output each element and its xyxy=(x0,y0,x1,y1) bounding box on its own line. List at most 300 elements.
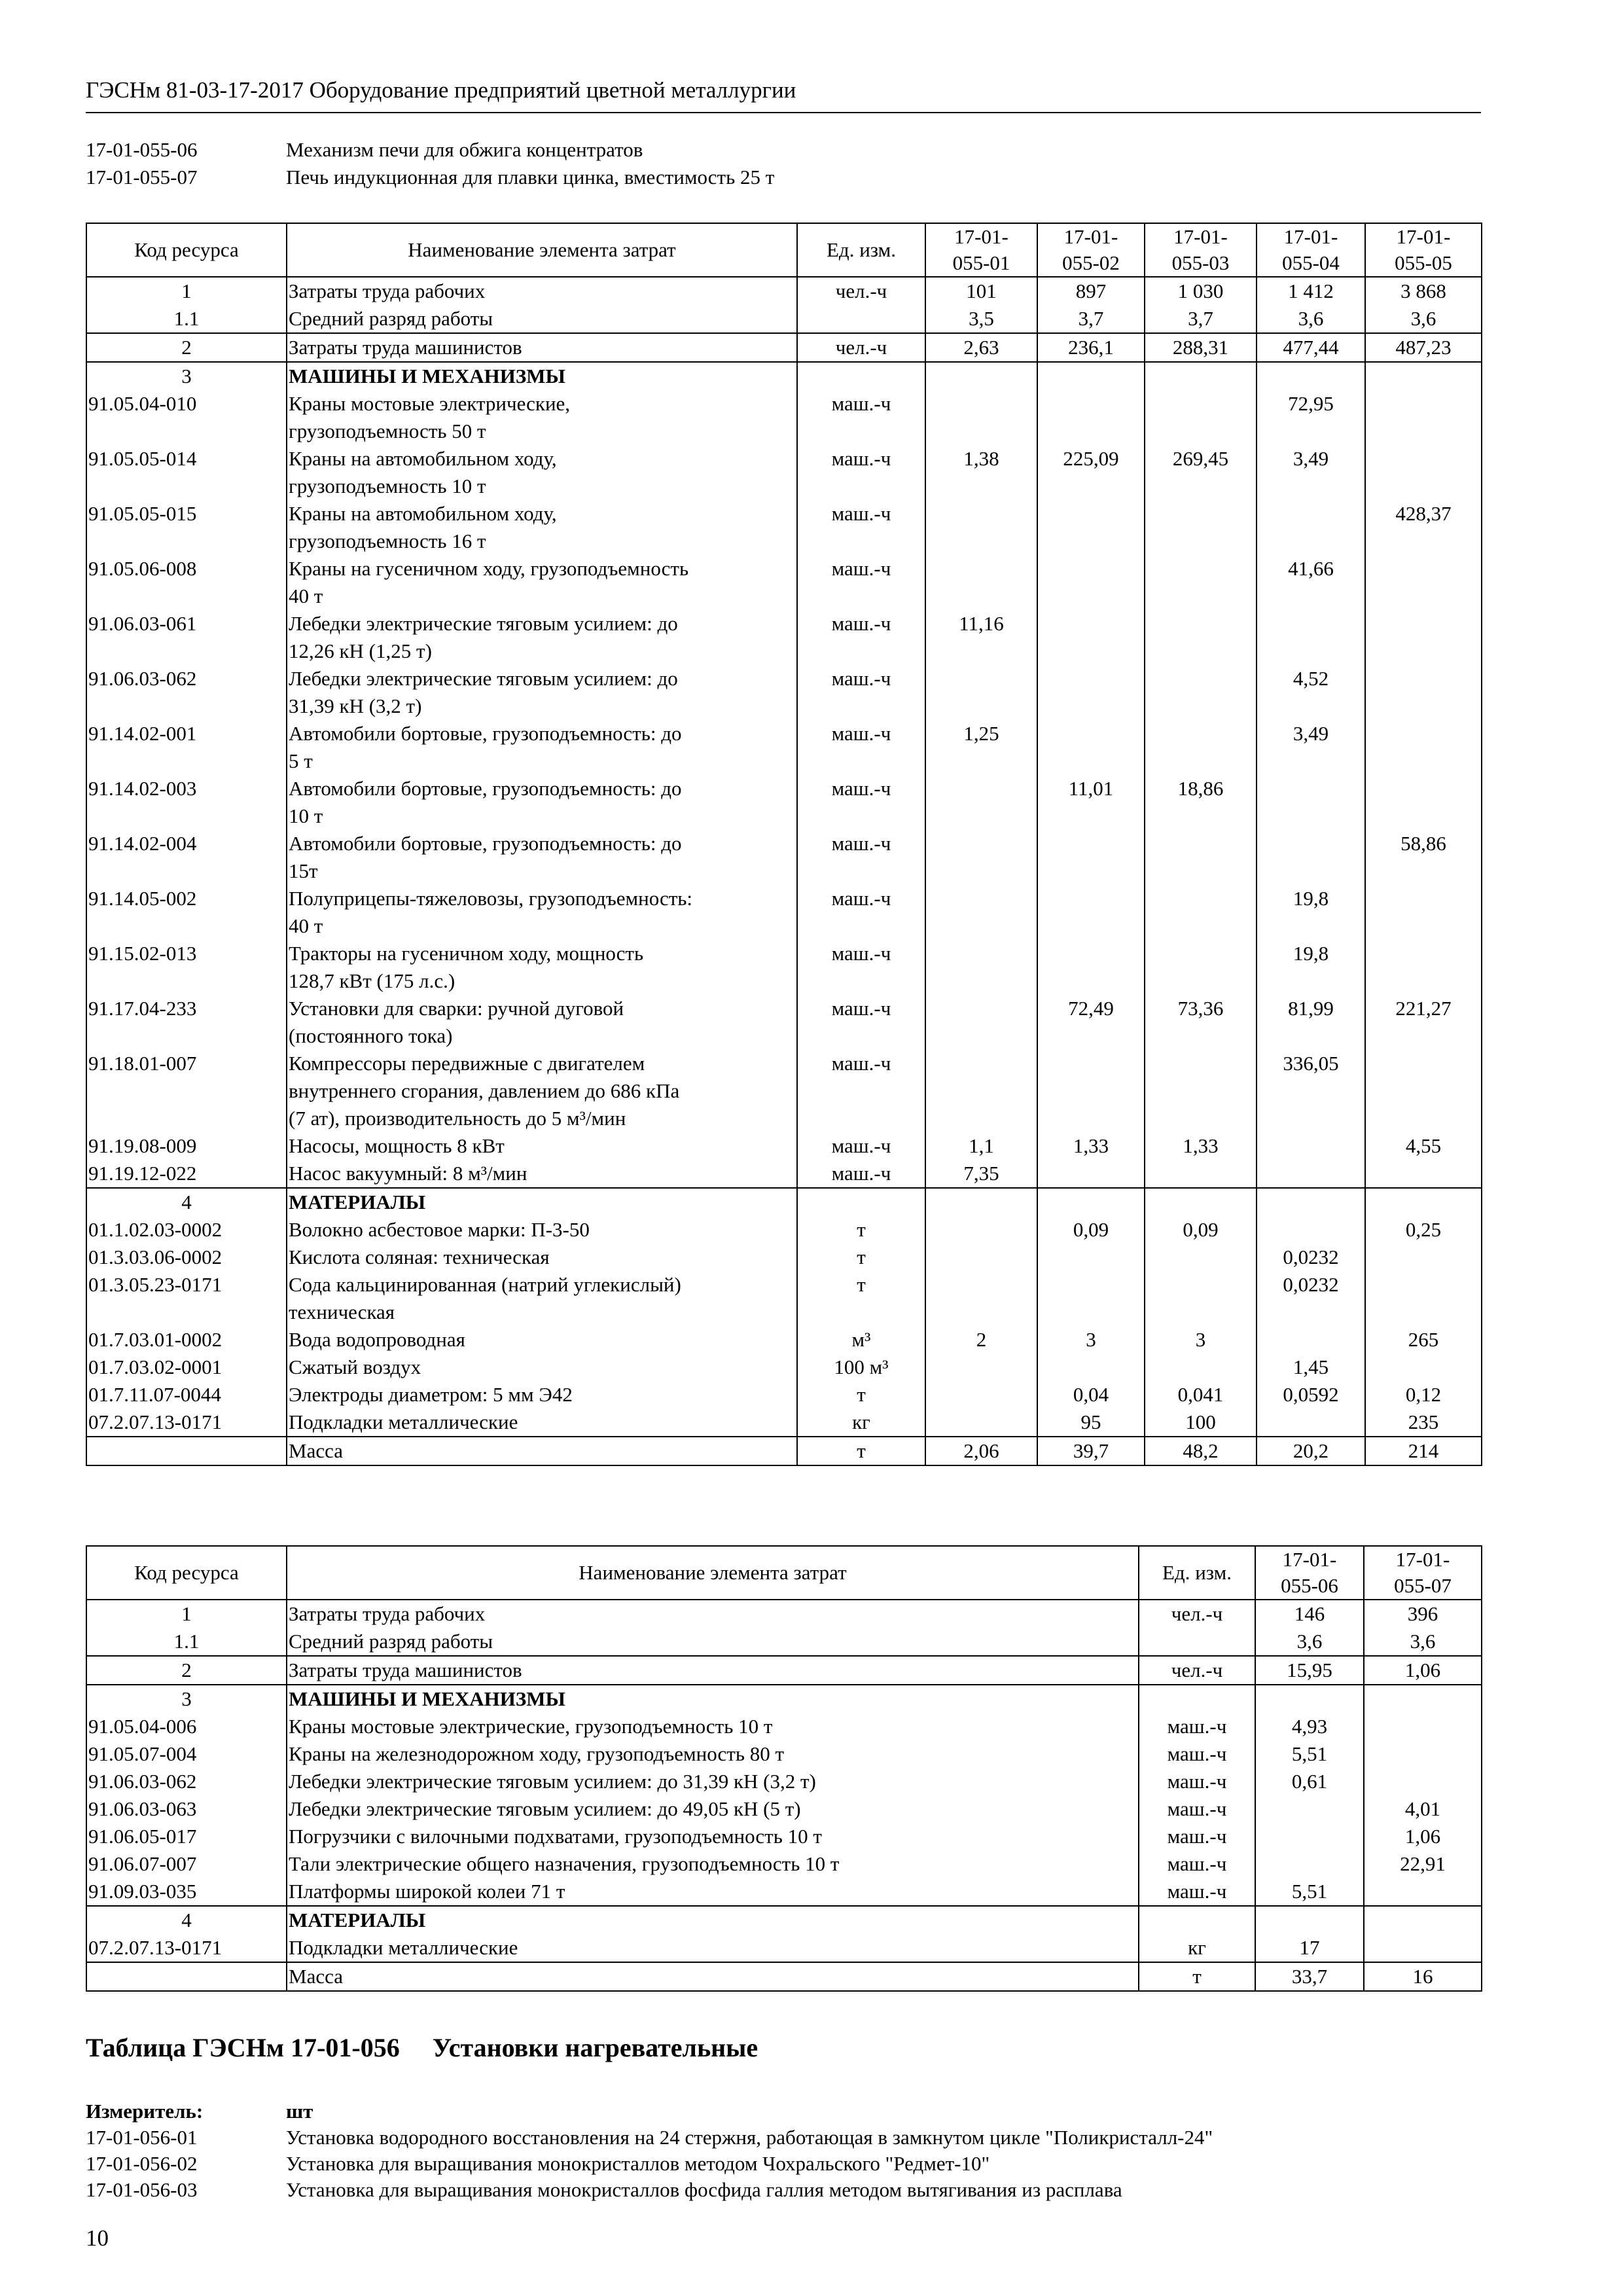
resource-unit: маш.-ч xyxy=(797,500,925,555)
table-row xyxy=(86,1768,1482,1795)
header-column xyxy=(1255,1546,1364,1600)
resource-value: 0,61 xyxy=(1255,1768,1364,1795)
resource-name-line: Краны на автомобильном ходу, xyxy=(289,502,557,525)
resource-value xyxy=(1145,362,1257,390)
resource-unit: м³ xyxy=(797,1326,925,1354)
resource-value: 288,31 xyxy=(1145,333,1257,362)
resource-unit: т xyxy=(797,1271,925,1326)
resource-name xyxy=(287,775,797,830)
table-row xyxy=(86,1878,1482,1906)
resource-name xyxy=(287,940,797,995)
resource-value: 0,0592 xyxy=(1257,1381,1365,1408)
resource-name-line: грузоподъемность 16 т xyxy=(289,529,486,552)
resource-value xyxy=(1037,1050,1145,1132)
measure-block xyxy=(86,2098,1213,2203)
resource-value xyxy=(1365,445,1482,500)
resource-code: 1 xyxy=(86,277,287,305)
resource-name: Подкладки металлические xyxy=(287,1408,797,1437)
intro-item xyxy=(86,164,1525,191)
table-row xyxy=(86,1656,1482,1685)
resource-value xyxy=(1145,610,1257,665)
resource-name-line: Компрессоры передвижные с двигателем xyxy=(289,1052,645,1075)
resource-name-line: Краны на автомобильном ходу, xyxy=(289,447,557,470)
header-column-line2: 055-04 xyxy=(1282,251,1340,274)
header-column-line1: 17-01- xyxy=(1282,1548,1337,1571)
resource-name: Платформы широкой колеи 71 т xyxy=(287,1878,1139,1906)
resource-code: 91.06.03-063 xyxy=(86,1795,287,1823)
resource-unit: чел.-ч xyxy=(797,277,925,305)
resource-unit: маш.-ч xyxy=(1139,1740,1255,1768)
table-header-row xyxy=(86,1546,1482,1600)
table-row xyxy=(86,555,1482,610)
resource-value: 1 412 xyxy=(1257,277,1365,305)
resource-unit: т xyxy=(1139,1962,1255,1991)
resource-value xyxy=(1365,1271,1482,1326)
resource-name xyxy=(287,610,797,665)
resource-value xyxy=(1365,1160,1482,1188)
resource-value: 4,52 xyxy=(1257,665,1365,720)
resource-name xyxy=(287,665,797,720)
resource-unit: маш.-ч xyxy=(797,995,925,1050)
table-row xyxy=(86,1934,1482,1962)
resource-code: 01.3.05.23-0171 xyxy=(86,1271,287,1326)
resource-unit: маш.-ч xyxy=(797,555,925,610)
resource-code: 91.14.02-004 xyxy=(86,830,287,885)
resource-value xyxy=(1365,720,1482,775)
table-row xyxy=(86,1740,1482,1768)
resource-value: 3,6 xyxy=(1255,1628,1364,1656)
table-header-row xyxy=(86,223,1482,277)
resource-value: 7,35 xyxy=(925,1160,1037,1188)
resource-code: 2 xyxy=(86,1656,287,1685)
resource-unit xyxy=(1139,1628,1255,1656)
resource-value: 1,06 xyxy=(1364,1823,1482,1850)
intro-text: Печь индукционная для плавки цинка, вместимость 25 т xyxy=(286,166,775,188)
resource-code: 01.7.03.02-0001 xyxy=(86,1354,287,1381)
resource-name-line: Автомобили бортовые, грузоподъемность: до xyxy=(289,722,682,745)
page-number: 10 xyxy=(86,2225,109,2251)
item-text: Установка водородного восстановления на 24 стержня, работающая в замкнутом цикле "Поликристалл-24" xyxy=(286,2126,1213,2149)
resource-value: 11,01 xyxy=(1037,775,1145,830)
resource-unit: кг xyxy=(797,1408,925,1437)
resource-value: 0,0232 xyxy=(1257,1244,1365,1271)
resource-value: 221,27 xyxy=(1365,995,1482,1050)
resource-table-1 xyxy=(86,223,1482,1466)
header-column-line1: 17-01- xyxy=(1396,225,1451,248)
resource-unit: т xyxy=(797,1216,925,1244)
resource-value xyxy=(1257,1188,1365,1216)
resource-value xyxy=(1037,555,1145,610)
table-row xyxy=(86,277,1482,305)
resource-value xyxy=(1145,1354,1257,1381)
resource-code: 91.15.02-013 xyxy=(86,940,287,995)
resource-value xyxy=(1037,610,1145,665)
resource-value xyxy=(1037,720,1145,775)
resource-value xyxy=(1037,940,1145,995)
resource-code: 91.06.03-062 xyxy=(86,665,287,720)
resource-unit xyxy=(1139,1906,1255,1934)
resource-unit: маш.-ч xyxy=(1139,1850,1255,1878)
table-row xyxy=(86,720,1482,775)
resource-value xyxy=(1365,390,1482,445)
resource-value xyxy=(1255,1685,1364,1713)
resource-value xyxy=(925,1050,1037,1132)
resource-code: 91.18.01-007 xyxy=(86,1050,287,1132)
resource-value: 146 xyxy=(1255,1600,1364,1628)
resource-value: 48,2 xyxy=(1145,1437,1257,1465)
resource-name: Подкладки металлические xyxy=(287,1934,1139,1962)
resource-unit: кг xyxy=(1139,1934,1255,1962)
resource-value: 3,6 xyxy=(1365,305,1482,333)
resource-unit: чел.-ч xyxy=(1139,1600,1255,1628)
resource-value: 1,25 xyxy=(925,720,1037,775)
resource-value xyxy=(1365,362,1482,390)
resource-value: 72,95 xyxy=(1257,390,1365,445)
resource-name: МАШИНЫ И МЕХАНИЗМЫ xyxy=(287,362,797,390)
table-row xyxy=(86,1795,1482,1823)
resource-value: 3,7 xyxy=(1145,305,1257,333)
resource-value: 3,49 xyxy=(1257,445,1365,500)
resource-value xyxy=(1037,500,1145,555)
resource-name: Волокно асбестовое марки: П-3-50 xyxy=(287,1216,797,1244)
resource-value xyxy=(1037,1188,1145,1216)
resource-value: 19,8 xyxy=(1257,940,1365,995)
resource-value: 73,36 xyxy=(1145,995,1257,1050)
resource-name-line: 15т xyxy=(289,859,318,882)
resource-name-line: 31,39 кН (3,2 т) xyxy=(289,694,422,717)
resource-code: 91.06.03-062 xyxy=(86,1768,287,1795)
resource-value xyxy=(925,940,1037,995)
resource-unit: маш.-ч xyxy=(797,665,925,720)
resource-value: 2,06 xyxy=(925,1437,1037,1465)
resource-value xyxy=(1255,1823,1364,1850)
resource-value xyxy=(1255,1850,1364,1878)
header-column xyxy=(1037,223,1145,277)
header-unit: Ед. изм. xyxy=(1139,1546,1255,1600)
resource-code: 91.14.02-001 xyxy=(86,720,287,775)
resource-value xyxy=(1037,885,1145,940)
header-column-line1: 17-01- xyxy=(1395,1548,1450,1571)
resource-value: 16 xyxy=(1364,1962,1482,1991)
table-row xyxy=(86,885,1482,940)
resource-code: 91.17.04-233 xyxy=(86,995,287,1050)
resource-value: 5,51 xyxy=(1255,1878,1364,1906)
resource-name xyxy=(287,1050,797,1132)
header-column-line1: 17-01- xyxy=(954,225,1008,248)
resource-unit: т xyxy=(797,1381,925,1408)
table-row xyxy=(86,1050,1482,1132)
resource-unit: маш.-ч xyxy=(1139,1768,1255,1795)
mass-row xyxy=(86,1437,1482,1465)
resource-value: 4,55 xyxy=(1365,1132,1482,1160)
resource-unit: маш.-ч xyxy=(797,775,925,830)
header-unit: Ед. изм. xyxy=(797,223,925,277)
resource-value xyxy=(1145,500,1257,555)
table-title xyxy=(86,2032,758,2063)
resource-name: Вода водопроводная xyxy=(287,1326,797,1354)
resource-value: 897 xyxy=(1037,277,1145,305)
resource-value xyxy=(1037,1354,1145,1381)
resource-value: 101 xyxy=(925,277,1037,305)
resource-value xyxy=(1145,830,1257,885)
resource-code: 01.3.03.06-0002 xyxy=(86,1244,287,1271)
resource-value: 396 xyxy=(1364,1600,1482,1628)
header-column xyxy=(1257,223,1365,277)
resource-value xyxy=(925,555,1037,610)
resource-value: 22,91 xyxy=(1364,1850,1482,1878)
resource-value xyxy=(1365,1244,1482,1271)
table-row xyxy=(86,1823,1482,1850)
resource-unit: маш.-ч xyxy=(797,830,925,885)
resource-value: 58,86 xyxy=(1365,830,1482,885)
resource-value xyxy=(1365,775,1482,830)
resource-value: 5,51 xyxy=(1255,1740,1364,1768)
resource-code: 91.05.04-010 xyxy=(86,390,287,445)
item-code: 17-01-056-03 xyxy=(86,2178,198,2201)
resource-value xyxy=(925,830,1037,885)
table-row xyxy=(86,1408,1482,1437)
resource-value xyxy=(1365,1050,1482,1132)
resource-code: 3 xyxy=(86,1685,287,1713)
resource-value: 487,23 xyxy=(1365,333,1482,362)
item-code: 17-01-056-01 xyxy=(86,2126,198,2149)
resource-name: МАТЕРИАЛЫ xyxy=(287,1188,797,1216)
table-row xyxy=(86,610,1482,665)
measure-value: шт xyxy=(286,2100,313,2123)
intro-text: Механизм печи для обжига концентратов xyxy=(286,138,643,161)
resource-code: 91.06.07-007 xyxy=(86,1850,287,1878)
header-column-line1: 17-01- xyxy=(1173,225,1228,248)
page-header xyxy=(86,74,1481,113)
resource-name: МАШИНЫ И МЕХАНИЗМЫ xyxy=(287,1685,1139,1713)
header-column-line2: 055-06 xyxy=(1281,1574,1338,1597)
resource-name: Лебедки электрические тяговым усилием: до 49,05 кН (5 т) xyxy=(287,1795,1139,1823)
resource-name: Затраты труда машинистов xyxy=(287,1656,1139,1685)
table-row xyxy=(86,1600,1482,1628)
resource-value xyxy=(1364,1934,1482,1962)
resource-value: 1,38 xyxy=(925,445,1037,500)
table-row xyxy=(86,1326,1482,1354)
resource-code: 91.05.05-014 xyxy=(86,445,287,500)
header-column-line1: 17-01- xyxy=(1063,225,1118,248)
table-row xyxy=(86,390,1482,445)
resource-value: 1,33 xyxy=(1145,1132,1257,1160)
header-column-line2: 055-03 xyxy=(1171,251,1230,274)
resource-value: 0,041 xyxy=(1145,1381,1257,1408)
table-row xyxy=(86,830,1482,885)
resource-unit xyxy=(797,1188,925,1216)
resource-name-line: 40 т xyxy=(289,914,323,937)
resource-name: Электроды диаметром: 5 мм Э42 xyxy=(287,1381,797,1408)
resource-value xyxy=(1365,1354,1482,1381)
resource-value: 1,06 xyxy=(1364,1656,1482,1685)
resource-name xyxy=(287,1271,797,1326)
resource-name xyxy=(287,500,797,555)
resource-unit: маш.-ч xyxy=(797,885,925,940)
table-row xyxy=(86,333,1482,362)
resource-name-line: Автомобили бортовые, грузоподъемность: до xyxy=(289,832,682,855)
table-row xyxy=(86,1381,1482,1408)
resource-value xyxy=(1364,1685,1482,1713)
resource-name-line: Лебедки электрические тяговым усилием: до xyxy=(289,667,678,690)
resource-name-line: (постоянного тока) xyxy=(289,1024,453,1047)
resource-unit: маш.-ч xyxy=(797,610,925,665)
resource-unit: маш.-ч xyxy=(1139,1823,1255,1850)
resource-code: 91.05.05-015 xyxy=(86,500,287,555)
resource-code: 07.2.07.13-0171 xyxy=(86,1408,287,1437)
resource-value: 15,95 xyxy=(1255,1656,1364,1685)
resource-value: 3,5 xyxy=(925,305,1037,333)
resource-name-line: Лебедки электрические тяговым усилием: до xyxy=(289,612,678,635)
resource-value xyxy=(1145,1188,1257,1216)
header-name: Наименование элемента затрат xyxy=(287,1546,1139,1600)
resource-name: Краны мостовые электрические, грузоподъемность 10 т xyxy=(287,1713,1139,1740)
table-title-name: Установки нагревательные xyxy=(432,2033,758,2062)
item-text: Установка для выращивания монокристаллов методом Чохральского "Редмет-10" xyxy=(286,2152,990,2175)
resource-code xyxy=(86,1437,287,1465)
header-column-line2: 055-02 xyxy=(1062,251,1120,274)
table-row xyxy=(86,445,1482,500)
header-column xyxy=(925,223,1037,277)
intro-list xyxy=(86,136,1525,191)
resource-code: 91.14.02-003 xyxy=(86,775,287,830)
resource-name-line: грузоподъемность 50 т xyxy=(289,420,486,442)
resource-unit: маш.-ч xyxy=(1139,1795,1255,1823)
intro-code: 17-01-055-07 xyxy=(86,166,198,188)
resource-code: 2 xyxy=(86,333,287,362)
resource-unit: маш.-ч xyxy=(797,940,925,995)
resource-name: Сжатый воздух xyxy=(287,1354,797,1381)
resource-name-line: (7 ат), производительность до 5 м³/мин xyxy=(289,1107,626,1130)
resource-value xyxy=(1145,720,1257,775)
resource-value xyxy=(1365,610,1482,665)
resource-name: Кислота соляная: техническая xyxy=(287,1244,797,1271)
table-row xyxy=(86,500,1482,555)
resource-value xyxy=(1145,1271,1257,1326)
resource-value: 4,01 xyxy=(1364,1795,1482,1823)
resource-value xyxy=(1257,610,1365,665)
resource-value xyxy=(1364,1768,1482,1795)
item-row xyxy=(86,2125,1213,2151)
resource-name: МАТЕРИАЛЫ xyxy=(287,1906,1139,1934)
resource-unit: чел.-ч xyxy=(1139,1656,1255,1685)
header-column xyxy=(1365,223,1482,277)
resource-code xyxy=(86,1962,287,1991)
resource-name xyxy=(287,555,797,610)
resource-name: Затраты труда рабочих xyxy=(287,1600,1139,1628)
resource-value xyxy=(925,775,1037,830)
resource-value xyxy=(1257,1132,1365,1160)
resource-value xyxy=(1145,1160,1257,1188)
resource-name-line: 40 т xyxy=(289,584,323,607)
resource-value xyxy=(1037,362,1145,390)
resource-code: 4 xyxy=(86,1188,287,1216)
resource-table-2 xyxy=(86,1545,1482,1992)
table-row xyxy=(86,1713,1482,1740)
resource-value: 2,63 xyxy=(925,333,1037,362)
resource-value: 81,99 xyxy=(1257,995,1365,1050)
item-text: Установка для выращивания монокристаллов фосфида галлия методом вытягивания из расплава xyxy=(286,2178,1122,2201)
resource-name: Насосы, мощность 8 кВт xyxy=(287,1132,797,1160)
resource-name: Погрузчики с вилочными подхватами, грузоподъемность 10 т xyxy=(287,1823,1139,1850)
item-row xyxy=(86,2177,1213,2203)
header-column-line1: 17-01- xyxy=(1283,225,1338,248)
resource-unit: маш.-ч xyxy=(797,1160,925,1188)
resource-code: 91.19.12-022 xyxy=(86,1160,287,1188)
resource-name: Средний разряд работы xyxy=(287,305,797,333)
resource-value xyxy=(1037,665,1145,720)
resource-value: 20,2 xyxy=(1257,1437,1365,1465)
resource-code: 01.7.03.01-0002 xyxy=(86,1326,287,1354)
resource-value xyxy=(925,1354,1037,1381)
measure-label: Измеритель: xyxy=(86,2100,204,2123)
resource-value: 4,93 xyxy=(1255,1713,1364,1740)
resource-value xyxy=(1145,665,1257,720)
header-column-line2: 055-05 xyxy=(1395,251,1452,274)
resource-value xyxy=(1257,1326,1365,1354)
header-code: Код ресурса xyxy=(86,1546,287,1600)
resource-name xyxy=(287,995,797,1050)
resource-value: 41,66 xyxy=(1257,555,1365,610)
resource-name-line: техническая xyxy=(289,1300,395,1323)
resource-value xyxy=(925,500,1037,555)
table-row xyxy=(86,362,1482,390)
resource-name xyxy=(287,720,797,775)
table-row xyxy=(86,305,1482,333)
table-row xyxy=(86,1354,1482,1381)
resource-value: 19,8 xyxy=(1257,885,1365,940)
intro-code: 17-01-055-06 xyxy=(86,138,198,161)
resource-code: 91.05.07-004 xyxy=(86,1740,287,1768)
resource-name-line: грузоподъемность 10 т xyxy=(289,475,486,497)
resource-name-line: 10 т xyxy=(289,804,323,827)
resource-value: 3,7 xyxy=(1037,305,1145,333)
resource-code: 07.2.07.13-0171 xyxy=(86,1934,287,1962)
resource-code: 91.09.03-035 xyxy=(86,1878,287,1906)
resource-unit: т xyxy=(797,1244,925,1271)
resource-value: 17 xyxy=(1255,1934,1364,1962)
resource-value xyxy=(925,665,1037,720)
resource-value xyxy=(1365,940,1482,995)
resource-code: 91.14.05-002 xyxy=(86,885,287,940)
resource-code: 91.19.08-009 xyxy=(86,1132,287,1160)
resource-code: 91.06.05-017 xyxy=(86,1823,287,1850)
resource-name-line: Краны мостовые электрические, xyxy=(289,392,571,415)
resource-value xyxy=(1257,775,1365,830)
resource-code: 1 xyxy=(86,1600,287,1628)
resource-name: Затраты труда машинистов xyxy=(287,333,797,362)
resource-value: 0,25 xyxy=(1365,1216,1482,1244)
resource-value: 95 xyxy=(1037,1408,1145,1437)
resource-unit: маш.-ч xyxy=(797,445,925,500)
resource-value xyxy=(1257,1216,1365,1244)
table-row xyxy=(86,1628,1482,1656)
resource-value: 33,7 xyxy=(1255,1962,1364,1991)
resource-value: 2 xyxy=(925,1326,1037,1354)
resource-value: 235 xyxy=(1365,1408,1482,1437)
resource-value: 214 xyxy=(1365,1437,1482,1465)
resource-value: 1 030 xyxy=(1145,277,1257,305)
resource-name-line: Автомобили бортовые, грузоподъемность: до xyxy=(289,777,682,800)
resource-code: 1.1 xyxy=(86,305,287,333)
resource-value xyxy=(1145,885,1257,940)
resource-value xyxy=(1257,1408,1365,1437)
resource-value: 477,44 xyxy=(1257,333,1365,362)
measure-row xyxy=(86,2098,1213,2125)
resource-name xyxy=(287,885,797,940)
resource-name: Насос вакуумный: 8 м³/мин xyxy=(287,1160,797,1188)
resource-code: 01.7.11.07-0044 xyxy=(86,1381,287,1408)
